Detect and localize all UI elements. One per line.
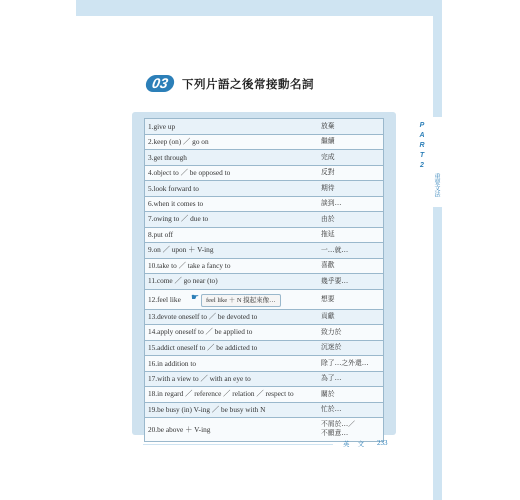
table-row (144, 371, 384, 388)
phrase-meaning: 想要 (321, 294, 335, 303)
table-row (144, 402, 384, 419)
section-number-badge: 03 (145, 75, 176, 92)
part-side-tab (416, 117, 442, 207)
table-row (144, 340, 384, 357)
phrase-english: 18.in regard ／ reference ／ relation ／ respect to (148, 389, 294, 399)
part-letter: R (419, 142, 425, 149)
table-row (144, 227, 384, 244)
phrase-english: 11.come ／ go near (to) (148, 276, 218, 286)
table-row (144, 165, 384, 182)
table-row (144, 242, 384, 259)
phrase-meaning: 致力於 (321, 327, 342, 336)
table-row (144, 258, 384, 275)
phrase-meaning: 由於 (321, 214, 335, 223)
part-subtitle: 重要文法 (433, 173, 440, 197)
phrase-english: 6.when it comes to (148, 199, 204, 209)
table-row (144, 289, 384, 310)
table-row (144, 211, 384, 228)
phrase-english: 1.give up (148, 121, 176, 131)
phrase-meaning: 放棄 (321, 121, 335, 130)
phrase-meaning: 為了… (321, 374, 342, 383)
phrase-meaning: 沉迷於 (321, 343, 342, 352)
phrase-meaning: 一…就… (321, 245, 349, 254)
phrase-english: 4.object to ／ be opposed to (148, 167, 231, 177)
pointing-hand-icon: ☛ (191, 291, 200, 302)
phrase-english: 9.on ／ upon ＋ V-ing (148, 245, 214, 255)
table-row (144, 324, 384, 341)
phrase-meaning: 除了…之外還… (321, 358, 369, 367)
table-row (144, 355, 384, 372)
section-title: 下列片語之後常接動名詞 (182, 77, 314, 91)
phrase-meaning: 談到… (321, 199, 342, 208)
phrase-english: 3.get through (148, 152, 187, 162)
phrase-english: 20.be above ＋ V-ing (148, 424, 211, 434)
phrase-english: 19.be busy (in) V-ing ／ be busy with N (148, 404, 266, 414)
phrase-english: 5.look forward to (148, 183, 199, 193)
part-letter: P (419, 122, 425, 129)
phrase-english: 15.addict oneself to ／ be addicted to (148, 342, 258, 352)
phrase-english: 10.take to ／ take a fancy to (148, 260, 231, 270)
phrase-meaning: 拖延 (321, 230, 335, 239)
part-letter: T (419, 152, 425, 159)
table-row (144, 196, 384, 213)
part-letter: A (419, 132, 425, 139)
table-row (144, 386, 384, 403)
phrase-english: 16.in addition to (148, 358, 197, 368)
page-number: 233 (377, 439, 388, 447)
usage-tip-note (191, 291, 281, 307)
usage-tip-text: feel like ＋ N 摸起來像… (206, 296, 276, 304)
phrase-meaning: 不屑於…／ 不願意… (321, 420, 355, 437)
phrase-english: 8.put off (148, 230, 173, 240)
footer-subject-label: 英 文 (343, 440, 368, 448)
table-row (144, 180, 384, 197)
phrase-english: 7.owing to ／ due to (148, 214, 209, 224)
footer-rule (143, 444, 333, 445)
phrase-meaning: 貢獻 (321, 312, 335, 321)
table-row (144, 309, 384, 326)
table-row (144, 149, 384, 166)
phrase-meaning: 完成 (321, 152, 335, 161)
right-edge-strip (433, 16, 442, 500)
phrase-meaning: 幾乎要… (321, 276, 349, 285)
phrase-meaning: 忙於… (321, 405, 342, 414)
table-row (144, 134, 384, 151)
part-number: 2 (420, 162, 424, 169)
phrase-english: 12.feel like (148, 294, 181, 304)
phrase-meaning: 關於 (321, 389, 335, 398)
phrase-meaning: 喜歡 (321, 261, 335, 270)
top-color-band (76, 0, 442, 16)
table-row (144, 118, 384, 135)
phrase-meaning: 繼續 (321, 137, 335, 146)
phrase-english: 13.devote oneself to ／ be devoted to (148, 311, 258, 321)
page-footer (343, 439, 403, 450)
phrase-meaning: 期待 (321, 183, 335, 192)
phrase-english: 17.with a view to ／ with an eye to (148, 373, 251, 383)
phrase-english: 2.keep (on) ／ go on (148, 136, 209, 146)
phrase-table (144, 119, 384, 442)
part-label (416, 121, 428, 171)
phrase-meaning: 反對 (321, 168, 335, 177)
phrase-table-card (132, 112, 396, 435)
phrase-english: 14.apply oneself to ／ be applied to (148, 327, 253, 337)
table-row (144, 273, 384, 290)
